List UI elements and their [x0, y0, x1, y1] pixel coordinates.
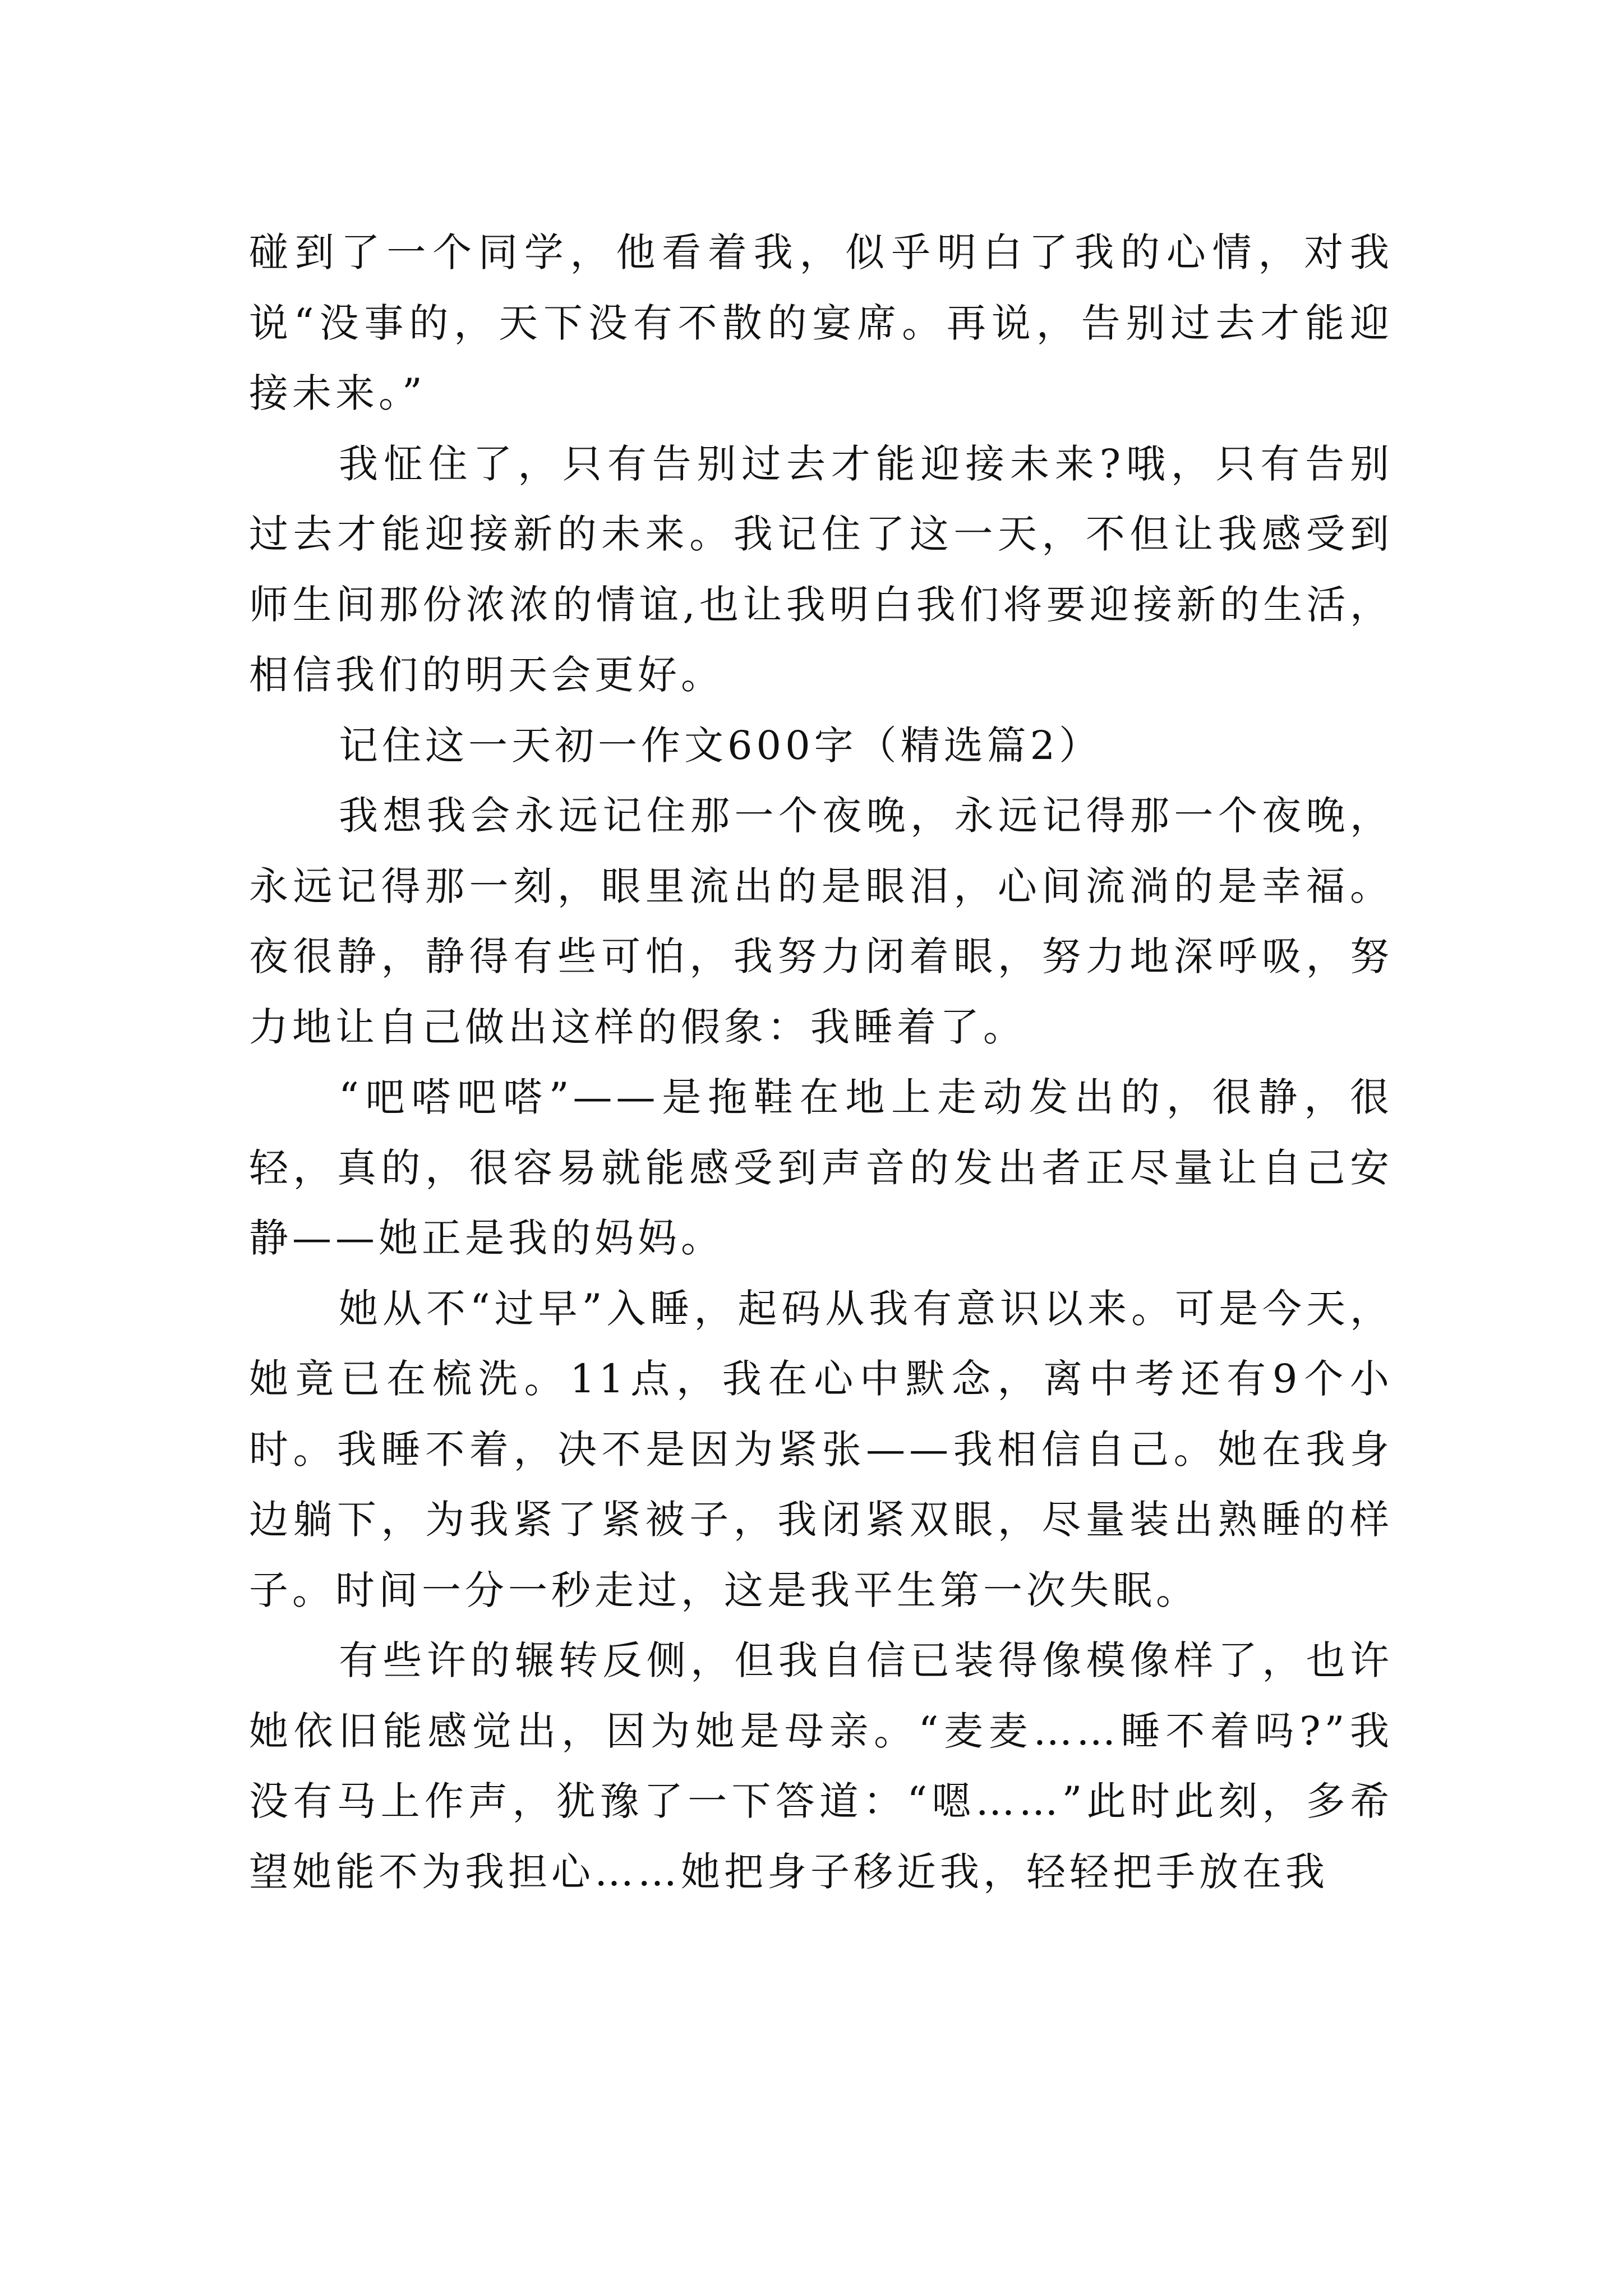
document-body	[249, 218, 1393, 1907]
paragraph: 她从不“过早”入睡，起码从我有意识以来。可是今天，她竟已在梳洗。11点，我在心中默念，离中考还有9个小时。我睡不着，决不是因为紧张——我相信自己。她在我身边躺下，为我紧了紧被子，我闭紧双眼，尽量装出熟睡的样子。时间一分一秒走过，这是我平生第一次失眠。	[249, 1285, 1393, 1613]
paragraph: 我怔住了，只有告别过去才能迎接未来?哦，只有告别过去才能迎接新的未来。我记住了这一天，不但让我感受到师生间那份浓浓的情谊,也让我明白我们将要迎接新的生活，相信我们的明天会更好。	[249, 440, 1393, 698]
paragraph: 有些许的辗转反侧，但我自信已装得像模像样了，也许她依旧能感觉出，因为她是母亲。“麦麦……睡不着吗?”我没有马上作声，犹豫了一下答道：“嗯……”此时此刻，多希望她能不为我担心……她把身子移近我，轻轻把手放在我	[249, 1637, 1393, 1895]
section-heading: 记住这一天初一作文600字（精选篇2）	[339, 722, 1103, 769]
paragraph: 我想我会永远记住那一个夜晚，永远记得那一个夜晚，永远记得那一刻，眼里流出的是眼泪，心间流淌的是幸福。夜很静，静得有些可怕，我努力闭着眼，努力地深呼吸，努力地让自己做出这样的假象：我睡着了。	[249, 793, 1393, 1050]
paragraph: “吧嗒吧嗒”——是拖鞋在地上走动发出的，很静，很轻，真的，很容易就能感受到声音的发出者正尽量让自己安静——她正是我的妈妈。	[249, 1074, 1393, 1261]
paragraph: 碰到了一个同学，他看着我，似乎明白了我的心情，对我说“没事的，天下没有不散的宴席。再说，告别过去才能迎接未来。”	[249, 229, 1393, 416]
